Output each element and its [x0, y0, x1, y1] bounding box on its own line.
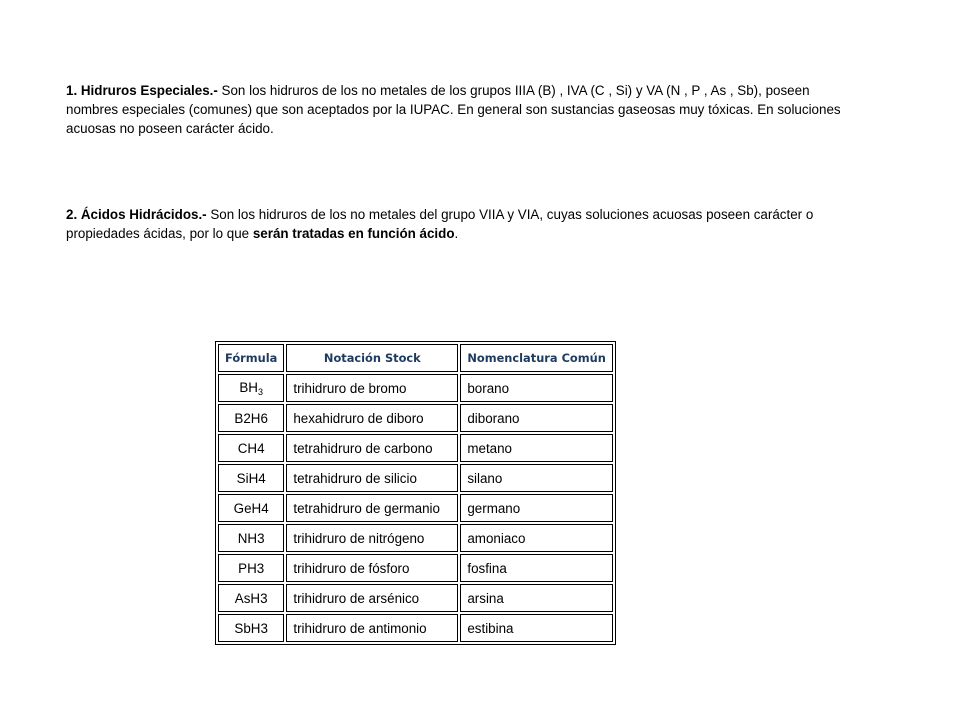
text-acidos-end: .	[454, 226, 459, 241]
formula-subscript: 3	[257, 386, 263, 397]
table-row	[218, 584, 613, 612]
comun-cell: fosfina	[460, 554, 613, 582]
comun-cell: germano	[460, 494, 613, 522]
comun-cell: metano	[460, 434, 613, 462]
table-row	[218, 464, 613, 492]
stock-cell: tetrahidruro de germanio	[286, 494, 458, 522]
text-acidos-hidracidos: Son los hidruros de los no metales del grupo VIIA y VIA, cuyas soluciones acuosas poseen carácter o propiedades ácidas, por lo que	[66, 207, 814, 241]
bold-funcion-acido: serán tratadas en función ácido	[252, 226, 455, 241]
comun-cell: estibina	[460, 614, 613, 642]
stock-cell: hexahidruro de diboro	[286, 404, 458, 432]
paragraph-hidruros-especiales	[66, 81, 856, 138]
formula-cell: NH3	[218, 524, 284, 552]
stock-cell: trihidruro de arsénico	[286, 584, 458, 612]
text-hidruros-especiales: Son los hidruros de los no metales de los grupos IIIA (B) , IVA (C , Si) y VA (N , P , As , Sb), poseen nombres especiales (comunes) que son aceptados por la IUPAC. En general son sustancias gaseosas muy tóxicas. En soluciones acuosas no poseen carácter ácido.	[66, 83, 841, 136]
formula-cell: PH3	[218, 554, 284, 582]
table-header-row	[218, 344, 613, 372]
header-comun: Nomenclatura Común	[460, 344, 613, 372]
formula-cell	[218, 374, 284, 402]
stock-cell: trihidruro de nitrógeno	[286, 524, 458, 552]
comun-cell: silano	[460, 464, 613, 492]
formula-cell: SbH3	[218, 614, 284, 642]
stock-cell: trihidruro de fósforo	[286, 554, 458, 582]
header-stock: Notación Stock	[286, 344, 458, 372]
table-row	[218, 524, 613, 552]
formula-cell: GeH4	[218, 494, 284, 522]
hydrides-table	[215, 341, 616, 645]
formula-cell: AsH3	[218, 584, 284, 612]
stock-cell: tetrahidruro de silicio	[286, 464, 458, 492]
comun-cell: diborano	[460, 404, 613, 432]
formula-cell: SiH4	[218, 464, 284, 492]
table-row	[218, 404, 613, 432]
table-row	[218, 434, 613, 462]
table-row	[218, 494, 613, 522]
heading-hidruros-especiales: 1. Hidruros Especiales.-	[66, 83, 218, 98]
formula-cell: B2H6	[218, 404, 284, 432]
comun-cell: arsina	[460, 584, 613, 612]
formula-base: BH	[239, 379, 258, 395]
table-row	[218, 374, 613, 402]
comun-cell: amoniaco	[460, 524, 613, 552]
heading-acidos-hidracidos: 2. Ácidos Hidrácidos.-	[66, 207, 207, 222]
stock-cell: trihidruro de bromo	[286, 374, 458, 402]
table-row	[218, 554, 613, 582]
header-formula: Fórmula	[218, 344, 284, 372]
paragraph-acidos-hidracidos	[66, 205, 856, 243]
formula-cell: CH4	[218, 434, 284, 462]
comun-cell: borano	[460, 374, 613, 402]
stock-cell: trihidruro de antimonio	[286, 614, 458, 642]
table-row	[218, 614, 613, 642]
stock-cell: tetrahidruro de carbono	[286, 434, 458, 462]
